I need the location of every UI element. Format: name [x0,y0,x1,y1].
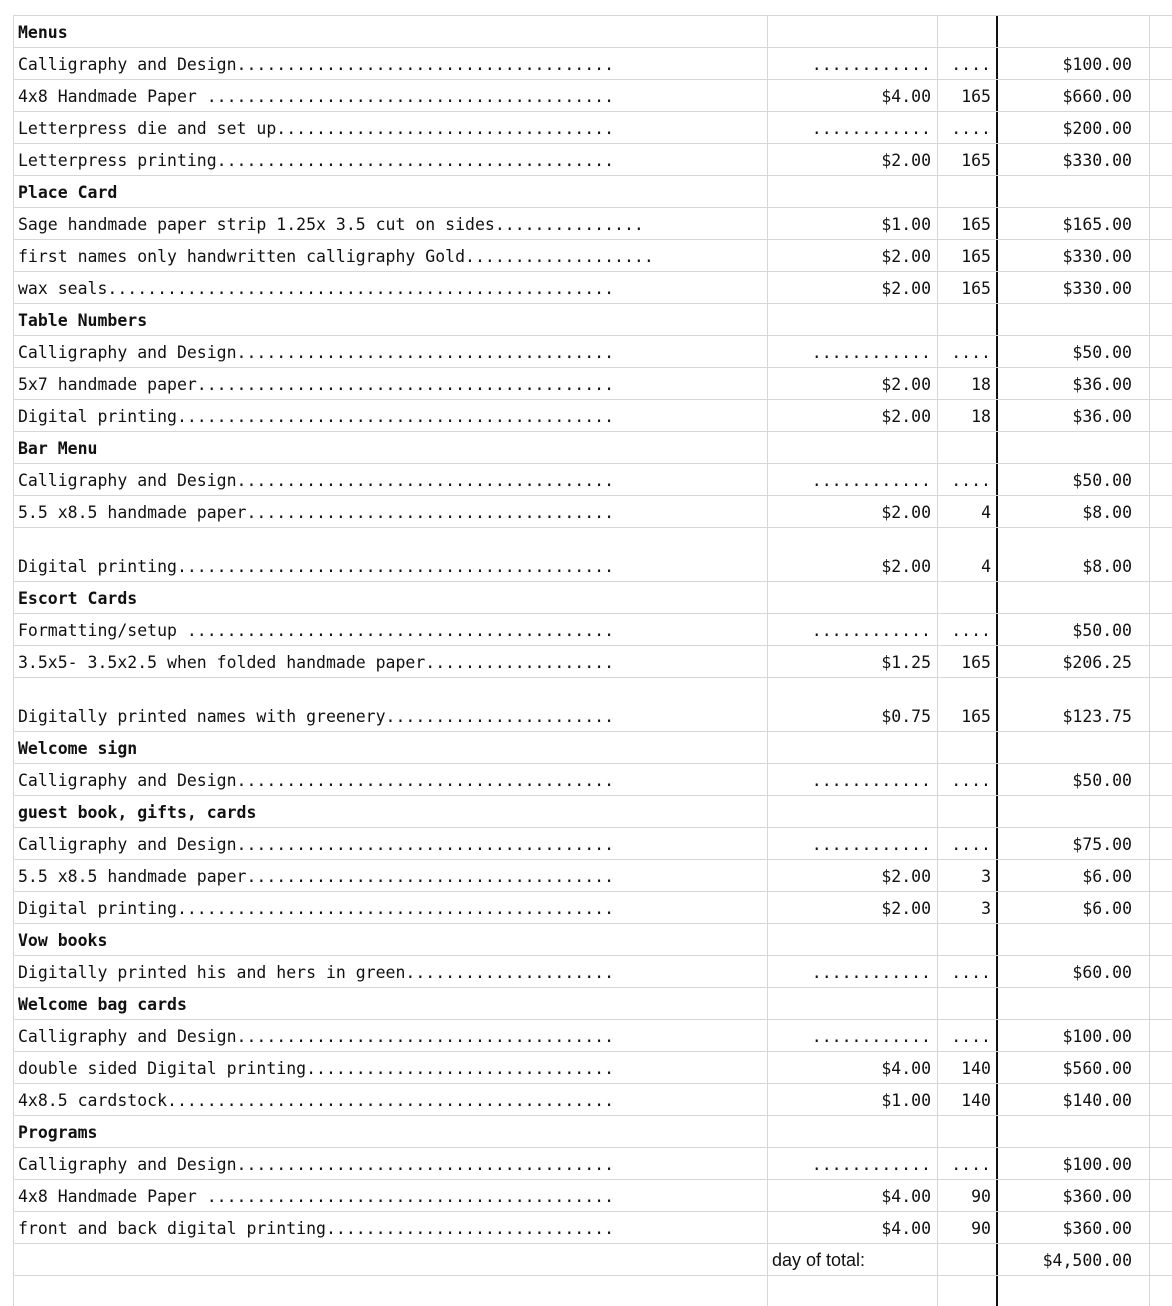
item-description: Digital printing............................................ [18,899,615,918]
section-header-row [13,731,1172,763]
section-title: Welcome sign [18,739,138,758]
item-description: 4x8.5 cardstock............................................. [18,1091,615,1110]
line-total: $165.00 [1062,215,1132,234]
unit-price: $2.00 [881,247,931,266]
line-total: $60.00 [1072,963,1132,982]
unit-price: ............ [811,771,931,790]
unit-price: $2.00 [881,557,931,576]
unit-price: $0.75 [881,707,931,726]
unit-price: $1.25 [881,653,931,672]
quantity: 3 [981,899,991,918]
line-item-row [13,495,1172,527]
line-total: $100.00 [1062,1155,1132,1174]
line-item-row [13,677,1172,731]
line-total: $8.00 [1082,503,1132,522]
line-item-row [13,1083,1172,1115]
line-item-row [13,79,1172,111]
item-description: Calligraphy and Design...................................... [18,343,615,362]
item-description: double sided Digital printing............................... [18,1059,615,1078]
line-total: $50.00 [1072,621,1132,640]
quantity: 165 [961,151,991,170]
section-title: guest book, gifts, cards [18,803,257,822]
line-total: $50.00 [1072,343,1132,362]
section-header-row [13,795,1172,827]
quantity: 18 [971,407,991,426]
quantity: .... [951,55,991,74]
line-item-row [13,271,1172,303]
item-description: Calligraphy and Design...................................... [18,1027,615,1046]
unit-price: ............ [811,55,931,74]
item-description: 5x7 handmade paper.......................................... [18,375,615,394]
item-description: Calligraphy and Design...................................... [18,55,615,74]
section-title: Vow books [18,931,108,950]
item-description: Calligraphy and Design...................................... [18,471,615,490]
unit-price: $2.00 [881,407,931,426]
quantity: 165 [961,87,991,106]
quantity: 4 [981,503,991,522]
quantity: .... [951,1027,991,1046]
quantity: 165 [961,215,991,234]
line-total: $360.00 [1062,1187,1132,1206]
item-description: 5.5 x8.5 handmade paper..................................... [18,867,615,886]
unit-price: ............ [811,1155,931,1174]
line-item-row [13,111,1172,143]
section-header-row [13,175,1172,207]
quantity: .... [951,963,991,982]
section-header-row [13,581,1172,613]
section-title: Menus [18,23,68,42]
line-total: $560.00 [1062,1059,1132,1078]
item-description: Calligraphy and Design...................................... [18,1155,615,1174]
quantity: 165 [961,653,991,672]
unit-price: ............ [811,119,931,138]
line-item-row [13,763,1172,795]
unit-price: $4.00 [881,1059,931,1078]
line-total: $50.00 [1072,471,1132,490]
line-total: $330.00 [1062,279,1132,298]
unit-price: ............ [811,343,931,362]
section-title: Escort Cards [18,589,138,608]
section-header-row [13,987,1172,1019]
line-total: $330.00 [1062,151,1132,170]
grid-hline [13,1275,1172,1276]
line-total: $36.00 [1072,407,1132,426]
item-description: 5.5 x8.5 handmade paper..................................... [18,503,615,522]
unit-price: $2.00 [881,899,931,918]
total-row [13,1243,1172,1275]
quantity: 165 [961,247,991,266]
line-total: $123.75 [1062,707,1132,726]
line-item-row [13,1019,1172,1051]
item-description: Calligraphy and Design...................................... [18,835,615,854]
section-header-row [13,923,1172,955]
line-total: $200.00 [1062,119,1132,138]
unit-price: $2.00 [881,503,931,522]
unit-price: $1.00 [881,1091,931,1110]
line-item-row [13,463,1172,495]
line-item-row [13,1147,1172,1179]
section-title: Bar Menu [18,439,98,458]
line-item-row [13,859,1172,891]
item-description: Letterpress die and set up.................................. [18,119,615,138]
section-title: Welcome bag cards [18,995,187,1014]
unit-price: $1.00 [881,215,931,234]
unit-price: ............ [811,621,931,640]
unit-price: ............ [811,471,931,490]
quantity: 165 [961,707,991,726]
line-total: $360.00 [1062,1219,1132,1238]
line-total: $100.00 [1062,1027,1132,1046]
item-description: front and back digital printing............................. [18,1219,615,1238]
line-total: $36.00 [1072,375,1132,394]
quantity: 90 [971,1219,991,1238]
quantity: 90 [971,1187,991,1206]
unit-price: $4.00 [881,1187,931,1206]
line-total: $660.00 [1062,87,1132,106]
line-total: $6.00 [1082,867,1132,886]
line-item-row [13,399,1172,431]
section-header-row [13,15,1172,47]
quantity: 4 [981,557,991,576]
unit-price: $2.00 [881,151,931,170]
section-header-row [13,1115,1172,1147]
unit-price: $2.00 [881,279,931,298]
quantity: .... [951,343,991,362]
quantity: .... [951,471,991,490]
item-description: Formatting/setup ........................................... [18,621,615,640]
line-item-row [13,239,1172,271]
quantity: 140 [961,1059,991,1078]
line-item-row [13,47,1172,79]
quantity: .... [951,771,991,790]
line-item-row [13,613,1172,645]
item-description: Letterpress printing........................................ [18,151,615,170]
line-total: $330.00 [1062,247,1132,266]
quantity: .... [951,621,991,640]
item-description: Digitally printed names with greenery....................... [18,707,615,726]
item-description: wax seals................................................... [18,279,615,298]
line-item-row [13,955,1172,987]
unit-price: $2.00 [881,867,931,886]
item-description: Digitally printed his and hers in green..................... [18,963,615,982]
item-description: Sage handmade paper strip 1.25x 3.5 cut on sides............... [18,215,644,234]
section-title: Place Card [18,183,118,202]
line-item-row [13,527,1172,581]
unit-price: ............ [811,963,931,982]
section-title: Table Numbers [18,311,148,330]
line-total: $140.00 [1062,1091,1132,1110]
quantity: 18 [971,375,991,394]
line-item-row [13,891,1172,923]
item-description: Calligraphy and Design...................................... [18,771,615,790]
unit-price: ............ [811,1027,931,1046]
line-total: $6.00 [1082,899,1132,918]
line-item-row [13,335,1172,367]
item-description: Digital printing............................................ [18,557,615,576]
item-description: 4x8 Handmade Paper ......................................... [18,1187,615,1206]
quantity: .... [951,119,991,138]
line-item-row [13,1211,1172,1243]
grand-total: $4,500.00 [1042,1251,1132,1270]
unit-price: $4.00 [881,1219,931,1238]
quantity: 3 [981,867,991,886]
quantity: 140 [961,1091,991,1110]
line-item-row [13,645,1172,677]
unit-price: $2.00 [881,375,931,394]
unit-price: $4.00 [881,87,931,106]
line-item-row [13,367,1172,399]
item-description: Digital printing............................................ [18,407,615,426]
section-title: Programs [18,1123,98,1142]
item-description: 3.5x5- 3.5x2.5 when folded handmade paper................... [18,653,615,672]
line-total: $100.00 [1062,55,1132,74]
section-header-row [13,303,1172,335]
line-total: $8.00 [1082,557,1132,576]
line-item-row [13,827,1172,859]
line-item-row [13,1179,1172,1211]
total-label: day of total: [772,1250,866,1270]
line-item-row [13,143,1172,175]
line-total: $50.00 [1072,771,1132,790]
section-header-row [13,431,1172,463]
unit-price: ............ [811,835,931,854]
line-total: $75.00 [1072,835,1132,854]
quantity: .... [951,835,991,854]
line-total: $206.25 [1062,653,1132,672]
line-item-row [13,1051,1172,1083]
quantity: 165 [961,279,991,298]
line-item-row [13,207,1172,239]
item-description: first names only handwritten calligraphy Gold................... [18,247,654,266]
item-description: 4x8 Handmade Paper ......................................... [18,87,615,106]
quantity: .... [951,1155,991,1174]
